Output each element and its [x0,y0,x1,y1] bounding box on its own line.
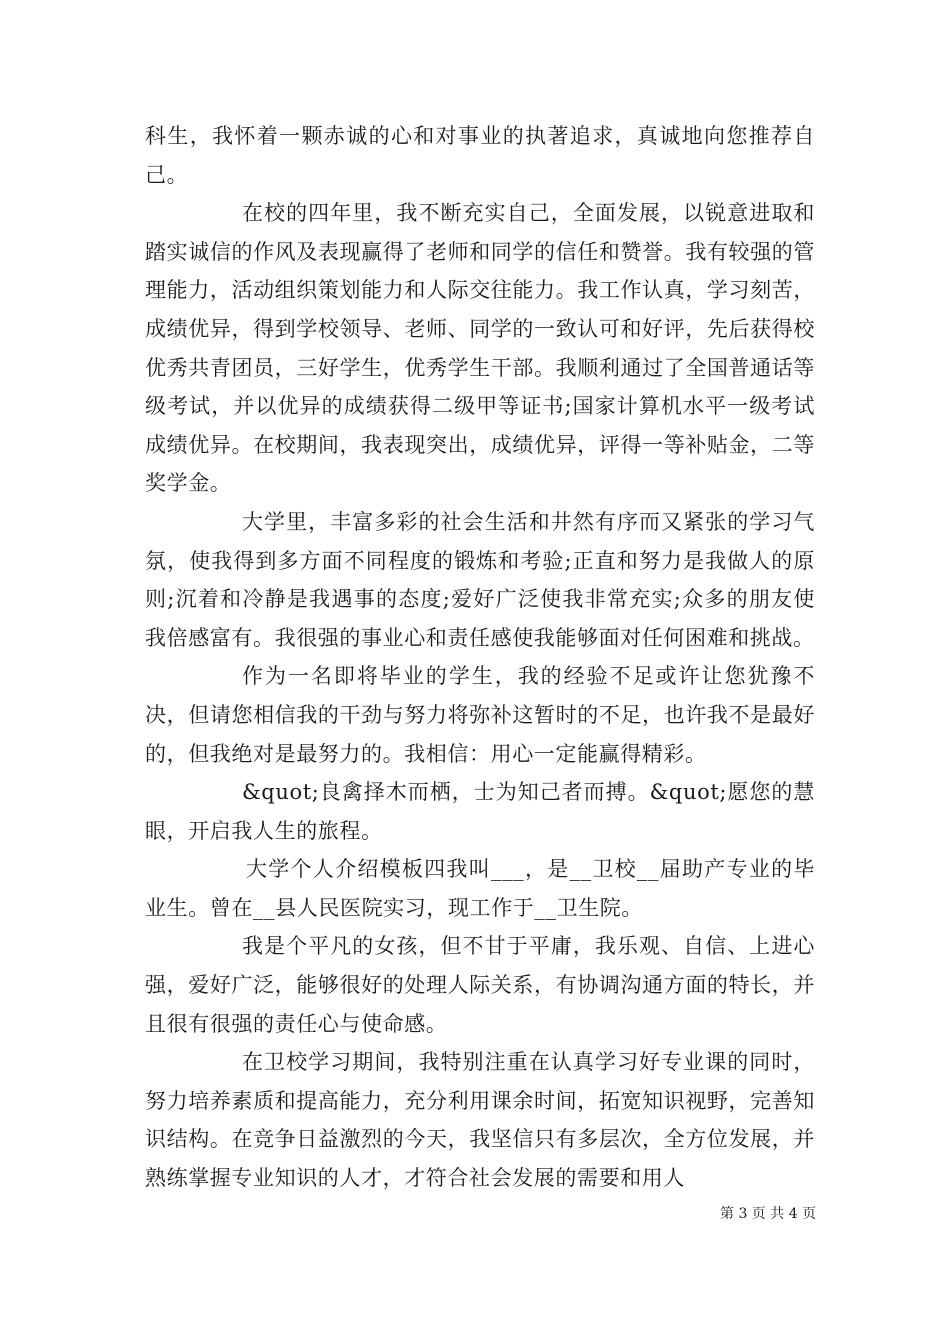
paragraph-graduate-statement: 作为一名即将毕业的学生，我的经验不足或许让您犹豫不决，但请您相信我的干劲与努力将弥补这暂时的不足，也许我不是最好的，但我绝对是最努力的。我相信：用心一定能赢得精彩。 [145,664,815,766]
paragraph-study-period: 在卫校学习期间，我特别注重在认真学习好专业课的同时，努力培养素质和提高能力，充分利用课余时间，拓宽知识视野，完善知识结构。在竞争日益激烈的今天，我坚信只有多层次，全方位发展，并熟练掌握专业知识的人才，才符合社会发展的需要和用人 [145,1050,815,1191]
paragraph-school-years: 在校的四年里，我不断充实自己，全面发展，以锐意进取和踏实诚信的作风及表现赢得了老师和同学的信任和赞誉。我有较强的管理能力，活动组织策划能力和人际交往能力。我工作认真，学习刻苦，成绩优异，得到学校领导、老师、同学的一致认可和好评，先后获得校优秀共青团员，三好学生，优秀学生干部。我顺利通过了全国普通话等级考试，并以优异的成绩获得二级甲等证书;国家计算机水平一级考试成绩优异。在校期间，我表现突出，成绩优异，评得一等补贴金，二等奖学金。 [145,201,815,496]
document-body [145,117,815,1198]
page-number-footer: 第 3 页 共 4 页 [720,1206,817,1222]
paragraph-quote: &quot;良禽择木而栖，士为知己者而搏。&quot;愿您的慧眼，开启我人生的旅程。 [145,780,815,843]
paragraph-university-life: 大学里，丰富多彩的社会生活和井然有序而又紧张的学习气氛，使我得到多方面不同程度的锻炼和考验;正直和努力是我做人的原则;沉着和冷静是我遇事的态度;爱好广泛使我非常充实;众多的朋友使我倍感富有。我很强的事业心和责任感使我能够面对任何困难和挑战。 [145,509,815,650]
paragraph-personality: 我是个平凡的女孩，但不甘于平庸，我乐观、自信、上进心强，爱好广泛，能够很好的处理人际关系，有协调沟通方面的特长，并且很有很强的责任心与使命感。 [145,934,815,1036]
paragraph-template-four-intro: 大学个人介绍模板四我叫___，是__卫校__届助产专业的毕业生。曾在__县人民医院实习，现工作于__卫生院。 [145,857,815,920]
paragraph-continuation: 科生，我怀着一颗赤诚的心和对事业的执著追求，真诚地向您推荐自己。 [145,124,815,187]
